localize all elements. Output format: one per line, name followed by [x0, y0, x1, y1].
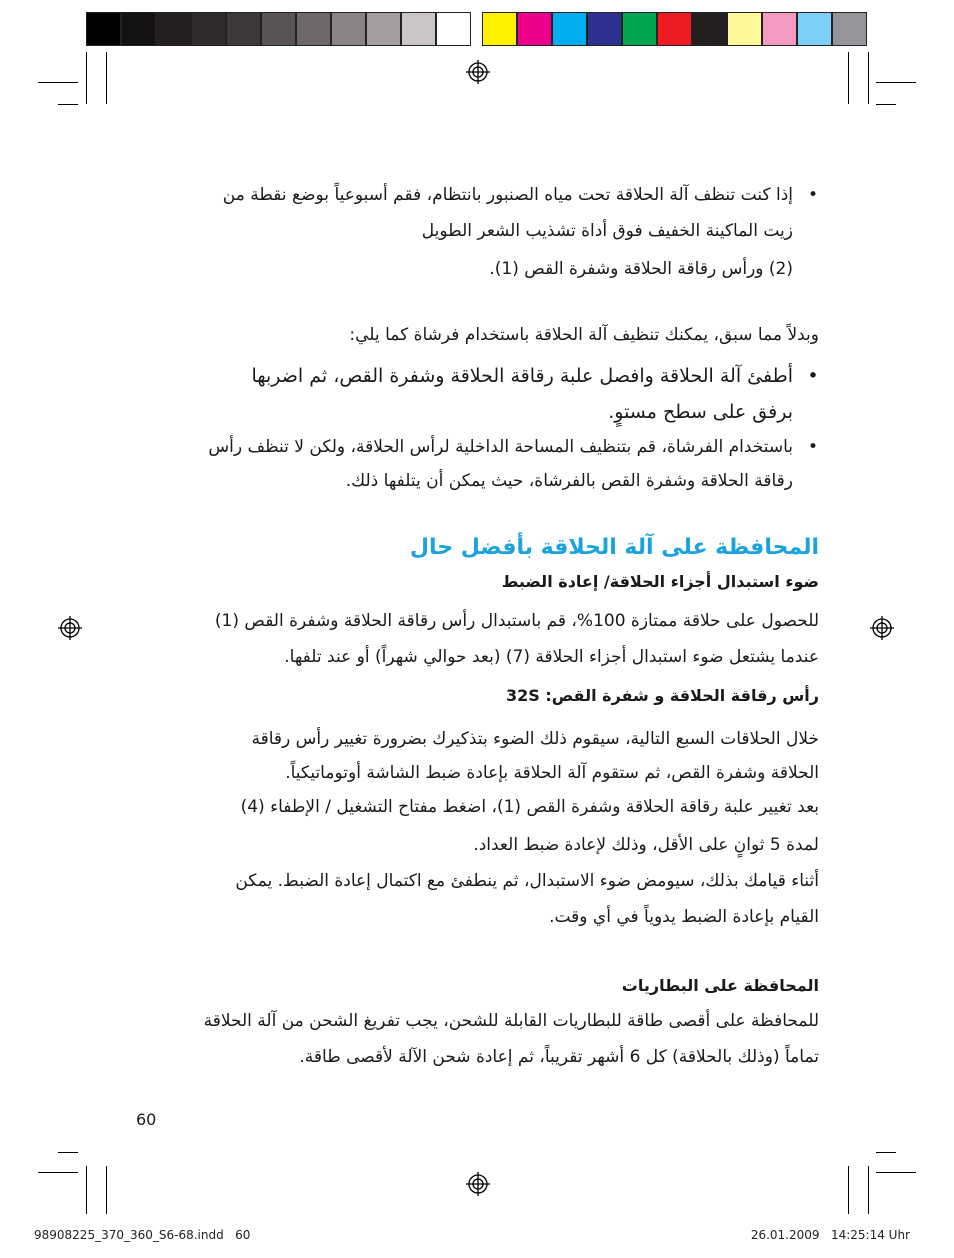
page-number: 60: [136, 1110, 157, 1129]
crop-mark-bottom-right-v2: [868, 1166, 869, 1214]
bullet-marker: •: [807, 437, 819, 457]
crop-mark-bottom-right-h: [876, 1172, 916, 1173]
paragraph-line: خلال الحلاقات السبع التالية، سيقوم ذلك الضوء بتذكيرك بضرورة تغيير رأس رقاقة: [251, 729, 819, 749]
footer-file-info: 98908225_370_360_S6-68.indd 60: [34, 1228, 251, 1242]
alternative-intro: [136, 318, 819, 352]
registration-mark-left-icon: [58, 616, 82, 640]
crop-mark-top-right-h2: [876, 104, 896, 105]
footer-timestamp: 26.01.2009 14:25:14 Uhr: [750, 1228, 910, 1242]
page-content: [136, 0, 819, 1258]
bullet-marker: •: [807, 365, 819, 387]
color-swatch: [832, 12, 867, 46]
paragraph-line: للمحافظة على أقصى طاقة للبطاريات القابلة للشحن، يجب تفريغ الشحن من آلة الحلاقة: [203, 1011, 819, 1031]
paragraph-line: أثناء قيامك بذلك، سيومض ضوء الاستبدال، ثم ينطفئ مع اكتمال إعادة الضبط. يمكن: [235, 871, 819, 891]
paragraph-line: للحصول على حلاقة ممتازة 100%، قم باستبدال رأس رقاقة الحلاقة وشفرة القص (1): [214, 611, 819, 631]
crop-mark-top-left-h: [38, 82, 78, 83]
crop-mark-top-left-v2: [106, 52, 107, 104]
registration-mark-right-icon: [870, 616, 894, 640]
crop-mark-top-right-v: [848, 52, 849, 104]
subheading-batteries: المحافظة على البطاريات: [621, 976, 819, 995]
gray-swatch: [86, 12, 121, 46]
crop-mark-top-right-h: [876, 82, 916, 83]
crop-mark-bottom-left-h: [38, 1172, 78, 1173]
bullet-text-line: أطفئ آلة الحلاقة وافصل علبة رقاقة الحلاقة وشفرة القص، ثم اضربها: [251, 365, 793, 387]
crop-mark-bottom-left-v2: [106, 1166, 107, 1214]
bullet-text-line: رقاقة الحلاقة وشفرة القص بالفرشاة، حيث يمكن أن يتلفها ذلك.: [345, 471, 793, 491]
crop-mark-top-left-h2: [58, 104, 78, 105]
crop-mark-bottom-left-v: [86, 1166, 87, 1214]
bullet-text-line: زيت الماكينة الخفيف فوق أداة تشذيب الشعر الطويل: [421, 221, 793, 241]
section-heading: المحافظة على آلة الحلاقة بأفضل حال: [409, 535, 819, 560]
paragraph-line: عندما يشتعل ضوء استبدال أجزاء الحلاقة (7) (بعد حوالي شهراً) أو عند تلفها.: [284, 647, 819, 667]
paragraph-line: الحلاقة وشفرة القص، ثم ستقوم آلة الحلاقة بإعادة ضبط الشاشة أوتوماتيكياً.: [285, 763, 819, 783]
crop-mark-top-left-v: [86, 52, 87, 104]
crop-mark-top-right-v2: [868, 52, 869, 104]
crop-mark-bottom-right-v: [848, 1166, 849, 1214]
subheading-replacement-light: ضوء استبدال أجزاء الحلاقة/ إعادة الضبط: [501, 572, 819, 591]
bullet-text-line: برفق على سطح مستوٍ.: [608, 401, 793, 423]
bullet-text-line: (2) ورأس رقاقة الحلاقة وشفرة القص (1).: [489, 259, 793, 279]
paragraph-line: القيام بإعادة الضبط يدوياً في أي وقت.: [549, 907, 819, 927]
bullet-text-line: باستخدام الفرشاة، قم بتنظيف المساحة الداخلية لرأس الحلاقة، ولكن لا تنظف رأس: [208, 437, 793, 457]
alternative-intro-text: وبدلاً مما سبق، يمكنك تنظيف آلة الحلاقة باستخدام فرشاة كما يلي:: [349, 325, 819, 345]
bullet-text-line: إذا كنت تنظف آلة الحلاقة تحت مياه الصنبور بانتظام، فقم أسبوعياً بوضع نقطة من: [222, 185, 793, 205]
paragraph-line: بعد تغيير علبة رقاقة الحلاقة وشفرة القص (1)، اضغط مفتاح التشغيل / الإطفاء (4): [240, 797, 819, 817]
subheading-foil-cutter: رأس رقاقة الحلاقة و شفرة القص: 32S: [505, 686, 819, 705]
crop-mark-bottom-right-h2: [876, 1152, 896, 1153]
crop-mark-bottom-left-h2: [58, 1152, 78, 1153]
paragraph-line: لمدة 5 ثوانٍ على الأقل، وذلك لإعادة ضبط العداد.: [473, 835, 819, 855]
paragraph-line: تماماً (وذلك بالحلاقة) كل 6 أشهر تقريباً، ثم إعادة شحن الآلة لأقصى طاقة.: [299, 1047, 819, 1067]
bullet-marker: •: [807, 185, 819, 205]
